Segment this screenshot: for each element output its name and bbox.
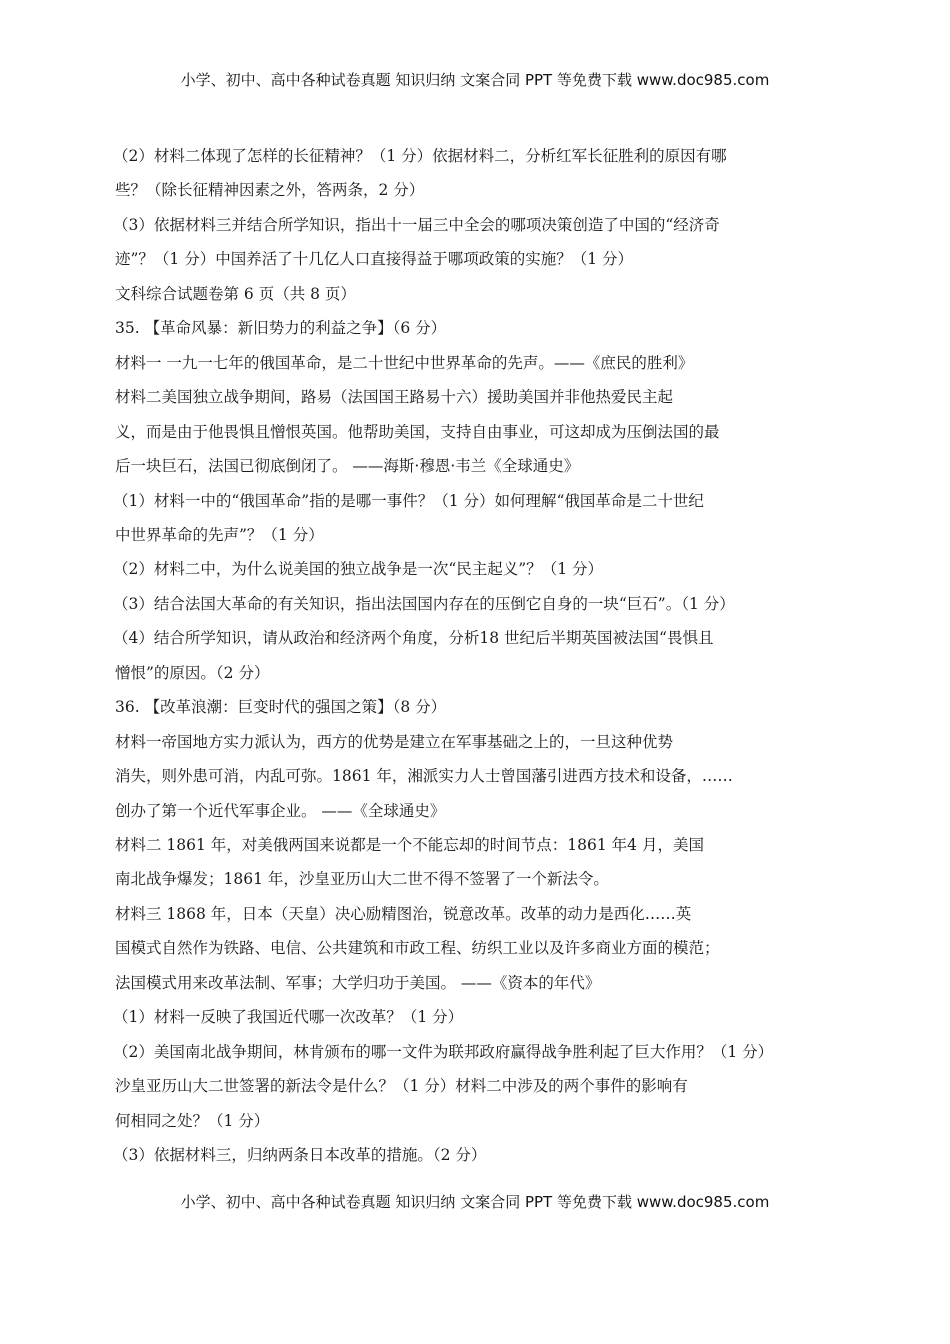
text-line: 材料三 1868 年，日本（天皇）决心励精图治，锐意改革。改革的动力是西化……英 <box>115 904 692 923</box>
text-line: 文科综合试题卷第 6 页（共 8 页） <box>115 284 356 303</box>
text-line: （2）美国南北战争期间，林肯颁布的哪一文件为联邦政府赢得战争胜利起了巨大作用？（1 分） <box>113 1042 774 1061</box>
text-line: 材料一帝国地方实力派认为，西方的优势是建立在军事基础之上的，一旦这种优势 <box>115 732 674 751</box>
text-line: 创办了第一个近代军事企业。 ——《全球通史》 <box>115 801 446 820</box>
page-header: 小学、初中、高中各种试卷真题 知识归纳 文案合同 PPT 等免费下载 www.doc985.com <box>180 71 770 89</box>
text-line: （3）依据材料三，归纳两条日本改革的措施。（2 分） <box>113 1146 487 1165</box>
text-line: 些？（除长征精神因素之外，答两条，2 分） <box>115 181 425 200</box>
text-line: （1）材料一反映了我国近代哪一次改革？（1 分） <box>113 1008 464 1027</box>
text-line: 中世界革命的先声”？（1 分） <box>115 525 324 544</box>
text-line: 35. 【革命风暴：新旧势力的利益之争】（6 分） <box>115 319 447 338</box>
text-line: 36. 【改革浪潮：巨变时代的强国之策】（8 分） <box>115 698 447 717</box>
text-line: （3）结合法国大革命的有关知识，指出法国国内存在的压倒它自身的一块“巨石”。（1 分） <box>113 594 735 613</box>
text-line: 国模式自然作为铁路、电信、公共建筑和市政工程、纺织工业以及许多商业方面的模范； <box>115 939 720 958</box>
text-line: （1）材料一中的“俄国革命”指的是哪一事件？（1 分）如何理解“俄国革命是二十世纪 <box>113 491 704 510</box>
text-line: （2）材料二中，为什么说美国的独立战争是一次“民主起义”？（1 分） <box>113 560 604 579</box>
text-line: 材料一 一九一七年的俄国革命，是二十世纪中世界革命的先声。——《庶民的胜利》 <box>115 353 694 372</box>
text-line: 憎恨”的原因。（2 分） <box>115 663 270 682</box>
text-line: 消失，则外患可消，内乱可弥。1861 年，湘派实力人士曾国藩引进西方技术和设备，…… <box>115 767 733 786</box>
text-line: 材料二 1861 年，对美俄两国来说都是一个不能忘却的时间节点：1861 年4 月，美国 <box>115 836 704 854</box>
text-line: 后一块巨石，法国已彻底倒闭了。 ——海斯·穆恩·韦兰《全球通史》 <box>115 457 580 476</box>
text-line: （2）材料二体现了怎样的长征精神？（1 分）依据材料二，分析红军长征胜利的原因有哪 <box>113 147 727 165</box>
text-line: （4）结合所学知识，请从政治和经济两个角度，分析18 世纪后半期英国被法国“畏惧且 <box>113 629 714 648</box>
text-line: 迹”？（1 分）中国养活了十几亿人口直接得益于哪项政策的实施？（1 分） <box>115 250 634 269</box>
text-line: 沙皇亚历山大二世签署的新法令是什么？（1 分）材料二中涉及的两个事件的影响有 <box>115 1077 688 1096</box>
text-line: 义，而是由于他畏惧且憎恨英国。他帮助美国，支持自由事业，可这却成为压倒法国的最 <box>115 422 720 441</box>
text-line: 何相同之处？（1 分） <box>115 1111 270 1130</box>
text-line: 法国模式用来改革法制、军事；大学归功于美国。 ——《资本的年代》 <box>115 973 601 992</box>
page-footer: 小学、初中、高中各种试卷真题 知识归纳 文案合同 PPT 等免费下载 www.doc985.com <box>180 1193 770 1211</box>
text-line: （3）依据材料三并结合所学知识，指出十一届三中全会的哪项决策创造了中国的“经济奇 <box>113 215 720 234</box>
text-line: 材料二美国独立战争期间，路易（法国国王路易十六）援助美国并非他热爱民主起 <box>115 388 674 407</box>
text-line: 南北战争爆发；1861 年，沙皇亚历山大二世不得不签署了一个新法令。 <box>115 870 609 889</box>
